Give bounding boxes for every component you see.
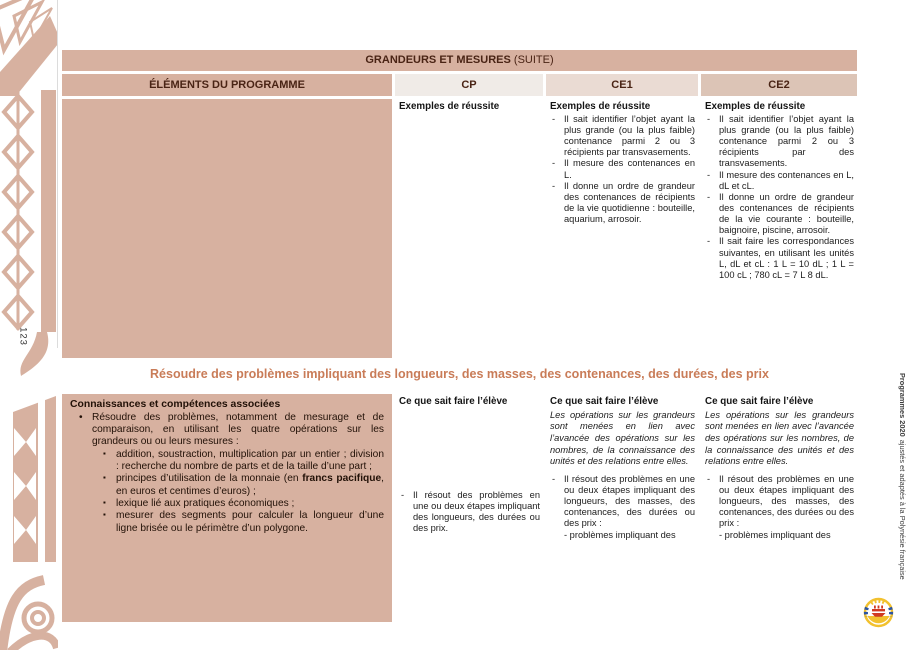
table-title: GRANDEURS ET MESURES — [365, 54, 511, 66]
sub-bullet-item — [70, 510, 384, 535]
list-item: - Il donne un ordre de grandeur des contenances de récipients de la vie courante : bouteille, baignoire, piscine, arrosoir. — [705, 192, 854, 237]
curriculum-table — [62, 50, 857, 622]
ce1-skills-cell — [546, 394, 698, 622]
ce2-examples-heading: Exemples de réussite — [705, 101, 806, 112]
bullet-item: • Résoudre des problèmes, notamment de mesurage et de comparaison, en utilisant les quatre opérations sur les grandeurs ou ou leurs mesures : — [70, 412, 384, 449]
sub-bullet-item — [70, 473, 384, 498]
list-item: - Il sait identifier l’objet ayant la plus grande (ou la plus faible) contenance parmi 2 ou 3 récipients par des transvasements. — [705, 114, 854, 170]
cp-skills-cell — [395, 394, 543, 622]
ce1-examples-heading: Exemples de réussite — [550, 101, 651, 112]
elements-placeholder-block — [62, 99, 392, 358]
french-polynesia-emblem-icon — [863, 597, 894, 628]
ce2-skills-cell — [701, 394, 857, 622]
sub-bullet-text: principes d’utilisation de la monnaie (en — [116, 473, 303, 485]
column-header-ce2: CE2 — [701, 74, 857, 96]
sub-bullet-text: mesurer des segments pour calculer la longueur d’une ligne brisée ou le périmètre d’un polygone. — [116, 510, 384, 534]
column-header-elements: ÉLÉMENTS DU PROGRAMME — [62, 74, 392, 96]
knowledge-heading: Connaissances et compétences associées — [70, 399, 281, 410]
cp-skills-heading: Ce que sait faire l’élève — [399, 396, 508, 407]
ce2-examples-cell — [701, 99, 857, 358]
list-item-text: Il résout des problèmes en une ou deux étapes impliquant des longueurs, des masses, des contenances, des durées ou des prix : — [564, 473, 695, 529]
tapa-border-pattern-icon — [0, 0, 58, 650]
table-header-row — [62, 74, 857, 96]
section-heading: Résoudre des problèmes impliquant des longueurs, des masses, des contenances, des durées, des prix — [150, 367, 769, 381]
sub-bullet-bold: francs pacifique — [302, 473, 382, 485]
list-item: - Il sait identifier l’objet ayant la plus grande (ou la plus faible) contenance parmi 2 ou 3 récipients par transvasements. — [550, 114, 695, 159]
table-title-suffix: (SUITE) — [510, 54, 554, 66]
side-label-rest: ajustés et adaptés à la Polynésie française — [898, 439, 907, 580]
list-item-continuation: - problèmes impliquant des — [719, 529, 831, 540]
list-item: - Il résout des problèmes en une ou deux étapes impliquant des longueurs, des durées ou des prix. — [399, 490, 540, 535]
side-label-program: Programmes 2020 — [898, 373, 907, 437]
ce1-skills-heading: Ce que sait faire l’élève — [550, 396, 659, 407]
list-item-continuation: - problèmes impliquant des — [564, 529, 676, 540]
cp-examples-heading: Exemples de réussite — [399, 101, 500, 112]
list-item: - Il mesure des contenances en L. — [550, 158, 695, 180]
sub-bullet-item — [70, 498, 384, 510]
sub-bullet-item — [70, 449, 384, 474]
examples-row — [62, 99, 857, 358]
ce2-skills-intro: Les opérations sur les grandeurs sont menées en lien avec l’avancée des opérations sur les nombres, de la connaissance des unités et des relations entre elles. — [705, 409, 854, 467]
sub-bullet-text: , en euros et centimes d’euros) ; — [116, 473, 384, 497]
table-title-bar — [62, 50, 857, 71]
sub-bullet-text: lexique lié aux pratiques économiques ; — [116, 497, 295, 509]
column-header-cp: CP — [395, 74, 543, 96]
sub-bullet-text: addition, soustraction, multiplication par un entier ; division : recherche du nombre de parts et de la taille d’une part ; — [116, 448, 384, 472]
skills-row — [62, 394, 857, 622]
page-number: 123 — [17, 327, 29, 346]
list-item-text: Il résout des problèmes en une ou deux étapes impliquant des longueurs, des masses, des contenances, des durées ou des prix : — [719, 473, 854, 529]
ce1-examples-cell — [546, 99, 698, 358]
column-header-ce1: CE1 — [546, 74, 698, 96]
list-item — [550, 474, 695, 541]
list-item: - Il donne un ordre de grandeur des contenances de récipients de la vie quotidienne : bouteille, aquarium, arrosoir. — [550, 181, 695, 226]
ce1-skills-intro: Les opérations sur les grandeurs sont menées en lien avec l’avancée des opérations sur les nombres, de la connaissance des unités et des relations entre elles. — [550, 409, 695, 467]
border-divider-line — [57, 0, 58, 348]
knowledge-block — [62, 394, 392, 622]
side-label — [898, 373, 907, 580]
list-item — [705, 474, 854, 541]
list-item: - Il mesure des contenances en L, dL et cL. — [705, 170, 854, 192]
list-item: - Il sait faire les correspondances suivantes, en utilisant les unités L, dL et cL : 1 L = 10 dL ; 1 L = 100 cL ; 780 cL = 7 L 8 dL. — [705, 236, 854, 281]
cp-examples-cell — [395, 99, 543, 358]
ce2-skills-heading: Ce que sait faire l’élève — [705, 396, 814, 407]
